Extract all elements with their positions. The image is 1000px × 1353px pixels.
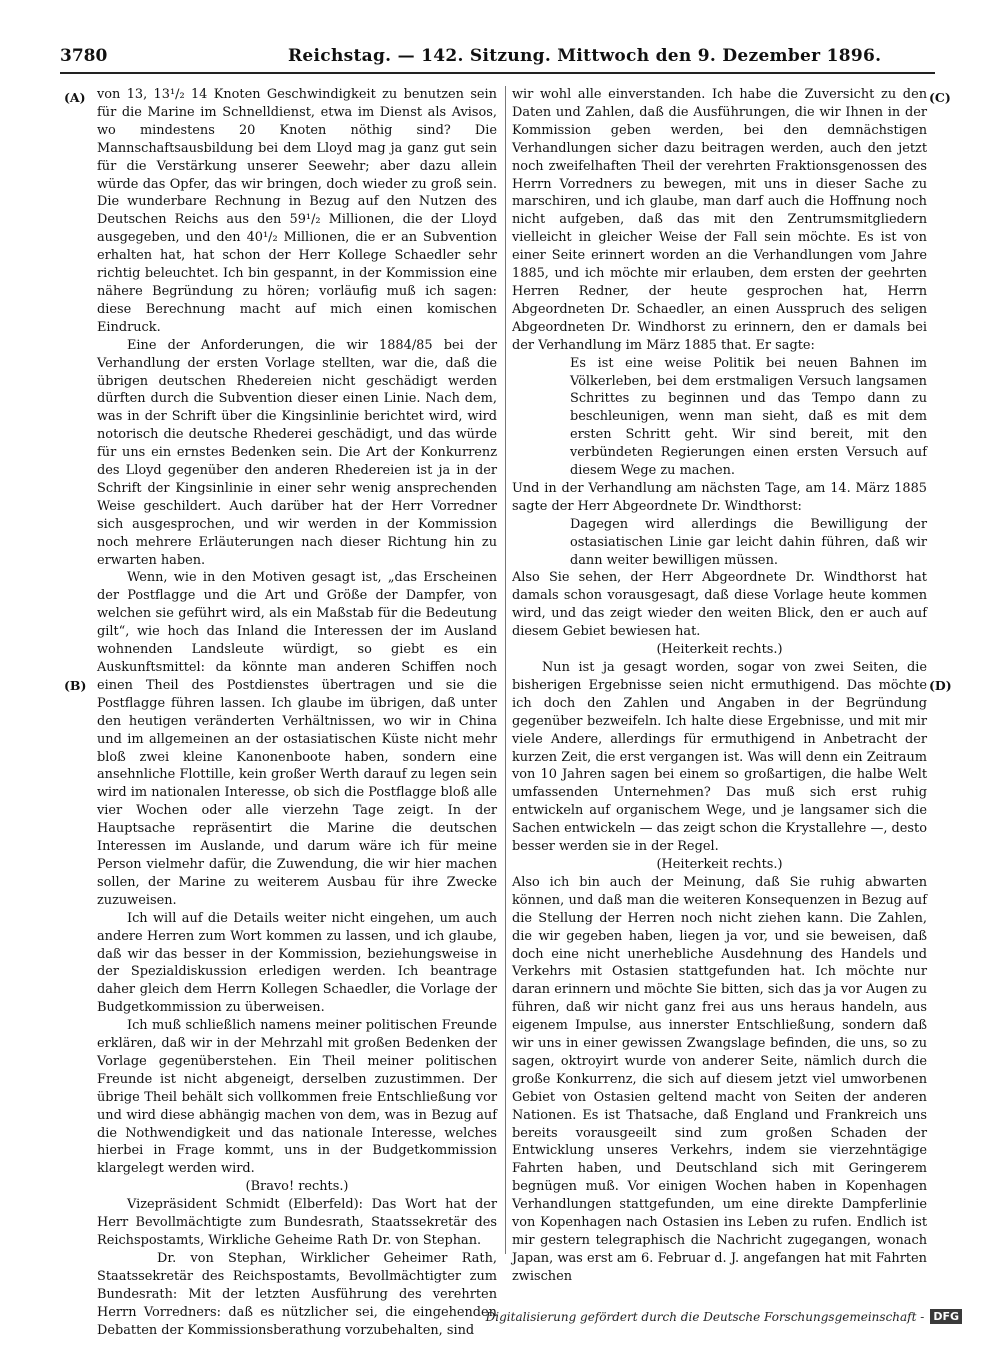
paragraph: Nun ist ja gesagt worden, sogar von zwei Seiten, die bisherigen Ergebnisse seien nicht ermuthigend. Das möchte ich doch den Zahlen und Angaben in der Begründung gegenüber bezweifeln. Ich halte diese Ergebnisse, und mit mir viele Andere, allerdings für ermuthigend in Anbetracht der kurzen Zeit, die erst vergangen ist. Was will denn ein Zeitraum von 10 Jahren sagen bei einem so großartigen, die halbe Welt umfassenden Unternehmen? Das muß sich erst ruhig entwickeln auf organischem Wege, und je langsamer sich die Sachen entwickeln — das zeigt schon die Krystallehre —, desto besser werden sie in der Regel.: [512, 660, 927, 855]
paragraph: wir wohl alle einverstanden. Ich habe die Zuversicht zu den Daten und Zahlen, daß die Ausführungen, die wir Ihnen in der Kommission geben werden, bei den demnächstigen Verhandlungen sicher dazu beitragen werden, auch den jetzt noch zweifelhaften Theil der verehrten Fraktionsgenossen des Herrn Vorredners zu bewegen, mit uns in dieser Sache zu marschiren, und ich glaube, man darf auch die Hoffnung noch nicht aufgeben, daß das mit den Zentrumsmitgliedern vielleicht in gleicher Weise der Fall sein möchte. Es ist von einer Seite erinnert worden an die Verhandlungen vom Jahre 1885, und ich möchte mir erlauben, dem ersten der geehrten Herren Redner, der heute gesprochen hat, Herrn Abgeordneten Dr. Schaedler, an einen Ausspruch des seligen Abgeordneten Dr. Windhorst zu erinnern, den er damals bei der Verhandlung im März 1885 that. Er sagte:: [512, 87, 927, 353]
page-header: [60, 42, 935, 72]
paragraph: Und in der Verhandlung am nächsten Tage, am 14. März 1885 sagte der Herr Abgeordnete Dr. Windthorst:: [512, 480, 927, 514]
digitization-credit: [486, 1309, 962, 1324]
running-title: Reichstag. — 142. Sitzung. Mittwoch den 9. Dezember 1896.: [288, 46, 882, 66]
margin-marker-a: (A): [64, 90, 86, 105]
applause-note: (Bravo! rechts.): [245, 1179, 349, 1195]
block-quote: Es ist eine weise Politik bei neuen Bahnen im Völkerleben, bei dem erstmaligen Versuch langsamen Schrittes zu beginnen und das Tempo dann zu beschleunigen, wenn man sieht, daß es mit dem ersten Schritt geht. Wir sind bereit, mit den verbündeten Regierungen einen ersten Versuch auf diesem Wege zu machen.: [570, 355, 927, 479]
margin-marker-c: (C): [929, 90, 951, 105]
left-column: [97, 86, 497, 1339]
credit-text: Digitalisierung gefördert durch die Deutsche Forschungsgemeinschaft -: [485, 1309, 925, 1324]
block-quote: Dagegen wird allerdings die Bewilligung der ostasiatischen Linie gar leicht dahin führen, daß wir dann weiter bewilligen müssen.: [570, 516, 927, 568]
paragraph: Also Sie sehen, der Herr Abgeordnete Dr. Windthorst hat damals schon vorausgesagt, daß diese Vorlage heute kommen wird, und das zeigt wieder den weiten Blick, den er auch auf diesem Gebiet bewiesen hat.: [512, 570, 927, 640]
speaker-paragraph: Vizepräsident Schmidt (Elberfeld): Das Wort hat der Herr Bevollmächtigte zum Bundesrath, Staatssekretär des Reichspostamts, Wirkliche Geheime Rath Dr. von Stephan.: [97, 1197, 497, 1248]
margin-marker-d: (D): [929, 678, 952, 693]
paragraph: Eine der Anforderungen, die wir 1884/85 bei der Verhandlung der ersten Vorlage stellten, war die, daß die übrigen deutschen Rhedereien nicht geschädigt werden dürften durch die Subvention dieser einen Linie. Nach dem, was in der Schrift über die Kingsinlinie berichtet wird, wird notorisch die deutsche Rhederei geschädigt, und das würde für uns ein ernstes Bedenken sein. Die Art der Konkurrenz des Lloyd gegenüber den anderen Rhedereien ist ja in der Schrift der Kingsinlinie in einer sehr wenig ansprechenden Weise geschildert. Auch darüber hat der Herr Vorredner sich ausgesprochen, und wir werden in der Kommission noch mehrere Erläuterungen nach dieser Richtung hin zu erwarten haben.: [97, 337, 497, 568]
margin-marker-b: (B): [64, 678, 87, 693]
paragraph: von 13, 13¹/₂ 14 Knoten Geschwindigkeit zu benutzen sein für die Marine im Schnelldienst, etwa im Dienst als Avisos, wo mindestens 20 Knoten nöthig sind? Die Mannschaftsausbildung bei dem Lloyd mag ja ganz gut sein für die Verstärkung unserer Seewehr; aber dazu allein würde das Opfer, das wir bringen, doch wieder zu groß sein. Die wunderbare Rechnung in Bezug auf den Nutzen des Deutschen Reichs aus den 59¹/₂ Millionen, die der Lloyd ausgegeben, und den 40¹/₂ Millionen, die er an Subvention erhalten hat, hat schon der Herr Kollege Schaedler sehr richtig beleuchtet. Ich bin gespannt, in der Kommission eine nähere Begründung zu hören; vorläufig muß ich sagen: diese Berechnung macht auf mich einen komischen Eindruck.: [97, 87, 497, 335]
applause-note: (Heiterkeit rechts.): [656, 642, 783, 658]
speaker-paragraph: Dr. von Stephan, Wirklicher Geheimer Rath, Staatssekretär des Reichspostamts, Bevollmächtigter zum Bundesrath: Mit der letzten Ausführung des verehrten Herrn Vorredners: daß es nützlicher sei, die eingehenden Debatten der Kommissionsberathung vorzubehalten, sind: [97, 1250, 497, 1338]
page-number: 3780: [60, 46, 108, 66]
paragraph: Ich will auf die Details weiter nicht eingehen, um auch andere Herren zum Wort kommen zu lassen, und ich glaube, daß wir das besser in der Kommission, beziehungsweise in der Spezialdiskussion erledigen werden. Ich beantrage daher gleich dem Herrn Kollegen Schaedler, die Vorlage der Budgetkommission zu überweisen.: [97, 910, 497, 1016]
column-divider: [505, 86, 506, 1254]
dfg-logo: DFG: [930, 1309, 962, 1324]
paragraph: Ich muß schließlich namens meiner politischen Freunde erklären, daß wir in der Mehrzahl mit großen Bedenken der Vorlage gegenüberstehen. Ein Theil meiner politischen Freunde ist nicht abgeneigt, derselben zuzustimmen. Der übrige Theil behält sich vollkommen freie Entschließung vor und wird diese abhängig machen von dem, was in Bezug auf die Nothwendigkeit und das nationale Interesse, welches hierbei in Frage kommt, uns in der Budgetkommission klargelegt werden wird.: [97, 1018, 497, 1177]
right-column: [512, 86, 927, 1286]
paragraph: Also ich bin auch der Meinung, daß Sie ruhig abwarten können, und daß man die weiteren Konsequenzen in Bezug auf die Stellung der Herren noch nicht ziehen kann. Die Zahlen, die wir gegeben haben, liegen ja vor, und sie beweisen, daß doch eine nicht unerhebliche Ausdehnung des Handels und Verkehrs mit Ostasien stattgefunden hat. Ich möchte nur daran erinnern und möchte Sie bitten, sich das ja vor Augen zu führen, daß wir nicht ganz frei aus uns heraus handeln, aus eigenem Impulse, aus innerster Entschließung, sondern daß wir uns in einer gewissen Zwangslage befinden, die uns, so zu sagen, oktroyirt wurde von anderer Seite, nämlich durch die große Konkurrenz, die sich auf diesem jetzt viel umworbenen Gebiet von Ostasien geltend macht von Seiten der anderen Nationen. Es ist Thatsache, daß England und Frankreich uns bereits vorausgeeilt sind zum großen Schaden der Entwicklung unseres Verkehrs, indem sie vierzehntägige Fahrten haben, und Deutschland sich mit Geringerem begnügen muß. Vor einigen Wochen haben in Kopenhagen Verhandlungen stattgefunden, um eine direkte Dampferlinie von Kopenhagen nach Ostasien ins Leben zu rufen. Endlich ist mir gestern telegraphisch die Nachricht zugegangen, wonach Japan, was erst am 6. Februar d. J. angefangen hat mit Fahrten zwischen: [512, 874, 927, 1284]
applause-note: (Heiterkeit rechts.): [656, 856, 783, 872]
paragraph: Wenn, wie in den Motiven gesagt ist, „das Erscheinen der Postflagge und die Art und Größe der Dampfer, von welchen sie geführt wird, als ein Maßstab für die Bedeutung gilt“, wie hoch das Inland die Interessen der im Ausland wohnenden Landsleute würdigt, so giebt es ein Auskunftsmittel: da könnte man anderen Schiffen noch einen Theil des Postdienstes übertragen und sie die Postflagge führen lassen. Ich glaube im übrigen, daß unter den heutigen veränderten Verhältnissen, wo wir in China und im allgemeinen an der ostasiatischen Küste nicht mehr bloß zwei kleine Kanonenboote haben, sondern eine ansehnliche Flottille, kein großer Werth darauf zu legen sein wird im nationalen Interesse, ob sich die Postflagge bloß alle vier Wochen oder alle vierzehn Tage zeigt. In der Hauptsache repräsentirt die Marine die deutschen Interessen im Auslande, und darum wäre ich für meine Person vielmehr dafür, die Zuwendung, die wir hier machen sollen, der Marine zu weiterem Ausbau für ihre Zwecke zuzuweisen.: [97, 570, 497, 908]
header-rule: [60, 72, 935, 74]
